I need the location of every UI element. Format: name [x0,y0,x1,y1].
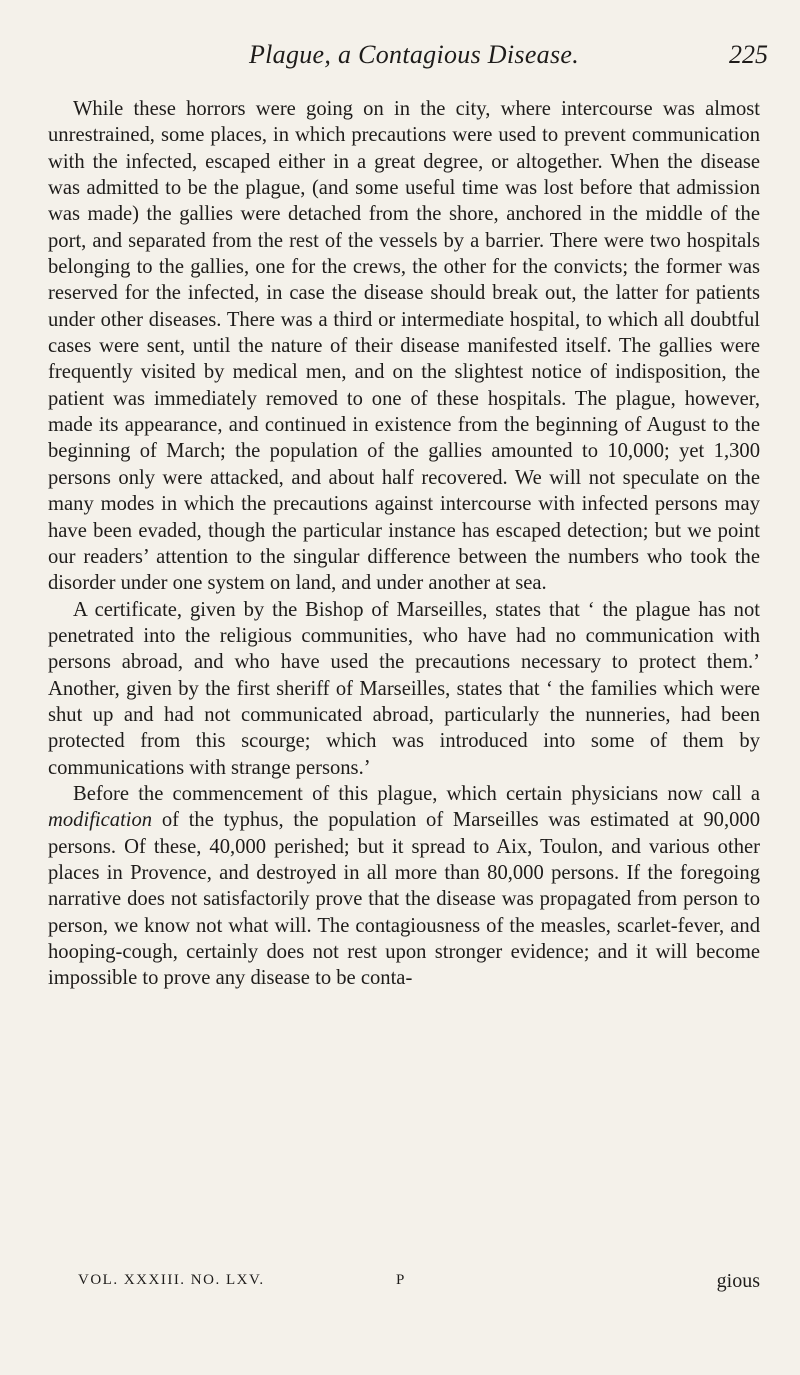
paragraph-population [48,781,760,992]
catchword: gious [716,1270,760,1292]
paragraph-certificates: A certificate, given by the Bishop of Marseilles, states that ‘ the plague has not penetrated into the religious communities, who have had no communication with persons abroad, and who have used the precautions necessary to protect them.’ Another, given by the first sheriff of Marseilles, states that ‘ the families which were shut up and had not communicated abroad, particularly the nunneries, had been protected from this scourge; which was introduced into some of them by communications with strange persons.’ [48,598,760,779]
page-number: 225 [729,40,768,69]
paragraph-population-start: Before the commencement of this plague, which certain physicians now call a [73,782,760,805]
page-header [60,40,768,76]
volume-line: VOL. XXXIII. NO. LXV. [78,1272,265,1288]
signature-mark: P [396,1272,406,1288]
running-head: Plague, a Contagious Disease. [248,40,580,69]
paragraph-population-end: of the typhus, the population of Marseilles was estimated at 90,000 persons. Of these, 40,000 perished; but it spread to Aix, Toulon, and various other places in Provence, and destroyed in all more than 80,000 persons. If the foregoing narrative does not satisfactorily prove that the disease was propagated from person to person, we know not what will. The contagiousness of the measles, scarlet-fever, and hooping-cough, certainly does not rest upon stronger evidence; and it will become impossible to prove any disease to be conta- [48,809,760,990]
paragraph-galleys: While these horrors were going on in the city, where intercourse was almost unrestrained, some places, in which precautions were used to prevent communication with the infected, escaped either in a great degree, or altogether. When the disease was admitted to be the plague, (and some useful time was lost before that admission was made) the gallies were detached from the shore, anchored in the middle of the port, and separated from the rest of the vessels by a barrier. There were two hospitals belonging to the gallies, one for the crews, the other for the convicts; the former was reserved for the infected, in case the disease should break out, the latter for patients under other diseases. There was a third or intermediate hospital, to which all doubtful cases were sent, until the nature of their disease manifested itself. The gallies were frequently visited by medical men, and on the slightest notice of indisposition, the patient was immediately removed to one of these hospitals. The plague, however, made its appearance, and continued in existence from the beginning of August to the beginning of March; the population of the gallies amounted to 10,000; yet 1,300 persons only were attacked, and about half recovered. We will not speculate on the many modes in which the precautions against intercourse with infected persons may have been evaded, though the particular instance has escaped detection; but we point our readers’ attention to the singular difference between the numbers who took the disorder under one system on land, and under another at sea. [48,98,760,595]
body-text [48,96,760,992]
page-footer [78,1272,760,1300]
italic-term: modification [48,809,153,832]
